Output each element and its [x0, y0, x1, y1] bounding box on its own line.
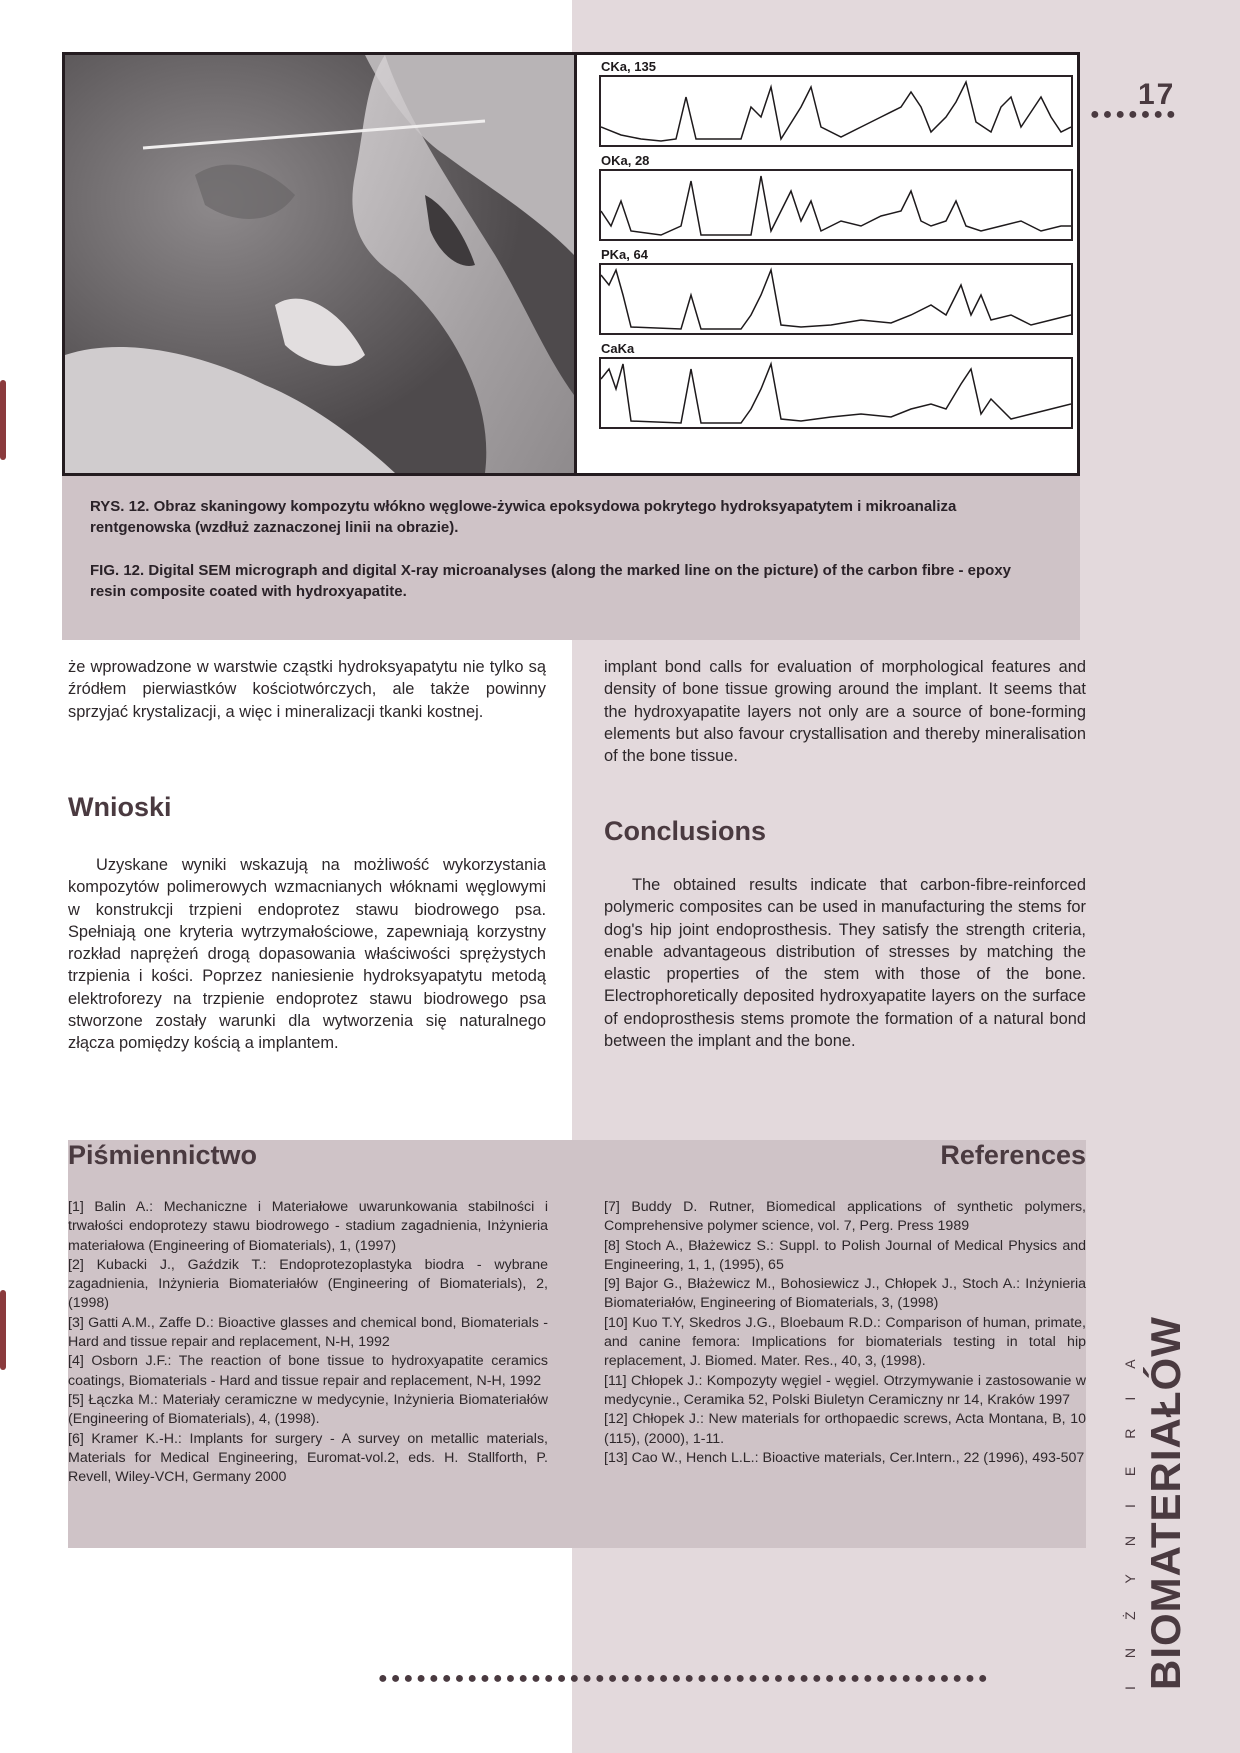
reference-item: [6] Kramer K.-H.: Implants for surgery - A survey on metallic materials, Materials for Medical Engineering, Euromat-vol.2, eds. H. Stallforth, P. Revell, Wiley-VCH, Germany 2000	[68, 1430, 548, 1486]
spectrum-o	[599, 169, 1073, 241]
reference-item: [11] Chłopek J.: Kompozyty węgiel - węgiel. Otrzymywanie i zastosowanie w medycynie., Ceramika 52, Polski Biuletyn Ceramiczny nr 14, Kraków 1997	[604, 1372, 1086, 1408]
sem-micrograph	[65, 55, 577, 473]
spectrum-label-p: PKa, 64	[601, 247, 648, 262]
figure-caption-band	[62, 476, 1080, 640]
right-intro-paragraph: implant bond calls for evaluation of morphological features and density of bone tissue growing around the implant. It seems that the hydroxyapatite layers not only are a source of bone-forming elements but also favour crystallisation and thereby mineralisation of the bone tissue.	[604, 658, 1086, 766]
spectrum-p	[599, 263, 1073, 335]
reference-list-right	[604, 1198, 1086, 1468]
reference-item: [3] Gatti A.M., Zaffe D.: Bioactive glasses and chemical bond, Biomaterials - Hard and tissue repair and replacement, N-H, 1992	[68, 1314, 548, 1351]
page-number: 17	[1138, 78, 1176, 111]
binder-clip-bottom	[0, 1290, 6, 1370]
spectrum-label-ca: CaKa	[601, 341, 635, 356]
heading-conclusions: Conclusions	[604, 816, 767, 846]
left-conclusion-paragraph: Uzyskane wyniki wskazują na możliwość wykorzystania kompozytów polimerowych wzmacnianych włóknami węglowymi w konstrukcji trzpieni endoprotez stawu biodrowego psa. Spełniają one kryteria wytrzymałościowe, zapewniają korzystny rozkład naprężeń drogą dopasowania właściwości sprężystych trzpienia i kości. Poprzez naniesienie hydroksyapatytu metodą elektroforezy na trzpienie endoprotez stawu biodrowego psa stworzone zostały warunki dla wytworzenia się naturalnego złącza pomiędzy kością a implantem.	[68, 856, 546, 1053]
references-band	[68, 1140, 1086, 1548]
heading-wnioski: Wnioski	[68, 792, 172, 822]
reference-item: [4] Osborn J.F.: The reaction of bone tissue to hydroxyapatite ceramics coatings, Biomaterials - Hard and tissue repair and replacement, N-H, 1992	[68, 1353, 548, 1389]
right-conclusion-paragraph: The obtained results indicate that carbon-fibre-reinforced polymeric composites can be used in manufacturing the stems for dog's hip joint endoprosthesis. They satisfy the strength criteria, enable advantageous distribution of stresses by matching the elastic properties of the stem with those of the bone. Electrophoretically deposited hydroxyapatite layers on the surface of endoprosthesis stems promote the formation of a natural bond between the implant and the bone.	[604, 876, 1086, 1051]
reference-list-left	[68, 1198, 548, 1487]
reference-item: [2] Kubacki J., Gaździk T.: Endoprotezoplastyka biodra - wybrane zagadnienia, Inżynieria Biomateriałów (Engineering of Biomaterials), 2, (1998)	[68, 1256, 548, 1312]
journal-logo-small-text: INŻYNIERIA	[1122, 1331, 1138, 1690]
spectrum-ca	[599, 357, 1073, 429]
spectrum-label-c: CKa, 135	[601, 59, 656, 74]
reference-item: [13] Cao W., Hench L.L.: Bioactive materials, Cer.Intern., 22 (1996), 493-507	[604, 1449, 1085, 1466]
reference-item: [10] Kuo T.Y, Skedros J.G., Bloebaum R.D.: Comparison of human, primate, and canine femora: Implications for biomaterials testing in total hip replacement, J. Biomed. Mater. Res., 40, 3, (1998).	[604, 1314, 1086, 1370]
spectrum-c	[599, 75, 1073, 147]
page-number-block	[1090, 78, 1220, 128]
heading-references: References	[940, 1140, 1086, 1170]
reference-item: [9] Bajor G., Błażewicz M., Bohosiewicz J., Chłopek J., Stoch A.: Inżynieria Biomateriałów, Engineering of Biomaterials, 3, (1998)	[604, 1276, 1086, 1312]
figure-12	[62, 52, 1080, 476]
sem-micrograph-image	[65, 55, 574, 473]
heading-pismiennictwo: Piśmiennictwo	[68, 1140, 258, 1170]
xray-spectra	[577, 55, 1077, 473]
reference-item: [1] Balin A.: Mechaniczne i Materiałowe uwarunkowania stabilności i trwałości endoprotezy stawu biodrowego - stadium zagadnienia, Inżynieria materiałowa (Engineering of Biomaterials), 1, (1997)	[68, 1199, 548, 1254]
page-number-dots: ●●●●●●●	[1090, 106, 1179, 123]
reference-item: [7] Buddy D. Rutner, Biomedical applications of synthetic polymers, Comprehensive polymer science, vol. 7, Perg. Press 1989	[604, 1199, 1086, 1235]
binder-clip-top	[0, 380, 6, 460]
left-intro-paragraph: że wprowadzone w warstwie cząstki hydroksyapatytu nie tylko są źródłem pierwiastków kościotwórczych, ale także powinny sprzyjać krystalizacji, a więc i mineralizacji tkanki kostnej.	[68, 658, 546, 721]
reference-item: [12] Chłopek J.: New materials for orthopaedic screws, Acta Montana, B, 10 (115), (2000), 1-11.	[604, 1411, 1086, 1447]
figure-caption-pl: RYS. 12. Obraz skaningowy kompozytu włókno węglowe-żywica epoksydowa pokrytego hydroksyapatytem i mikroanaliza rentgenowska (wzdłuż zaznaczonej linii na obrazie).	[90, 498, 957, 536]
spectrum-label-o: OKa, 28	[601, 153, 650, 168]
bottom-dot-rule: ●●●●●●●●●●●●●●●●●●●●●●●●●●●●●●●●●●●●●●●●●●●●●●●●	[378, 1670, 991, 1687]
journal-logo	[1122, 1316, 1198, 1690]
figure-caption-en: FIG. 12. Digital SEM micrograph and digital X-ray microanalyses (along the marked line on the picture) of the carbon fibre - epoxy resin composite coated with hydroxyapatite.	[90, 562, 1012, 600]
journal-logo-text: BIOMATERIAŁÓW	[1142, 1316, 1189, 1690]
reference-item: [8] Stoch A., Błażewicz S.: Suppl. to Polish Journal of Medical Physics and Engineering, 1, 1, (1995), 65	[604, 1237, 1086, 1273]
reference-item: [5] Łączka M.: Materiały ceramiczne w medycynie, Inżynieria Biomateriałów (Engineering of Biomaterials), 4, (1998).	[68, 1391, 548, 1428]
